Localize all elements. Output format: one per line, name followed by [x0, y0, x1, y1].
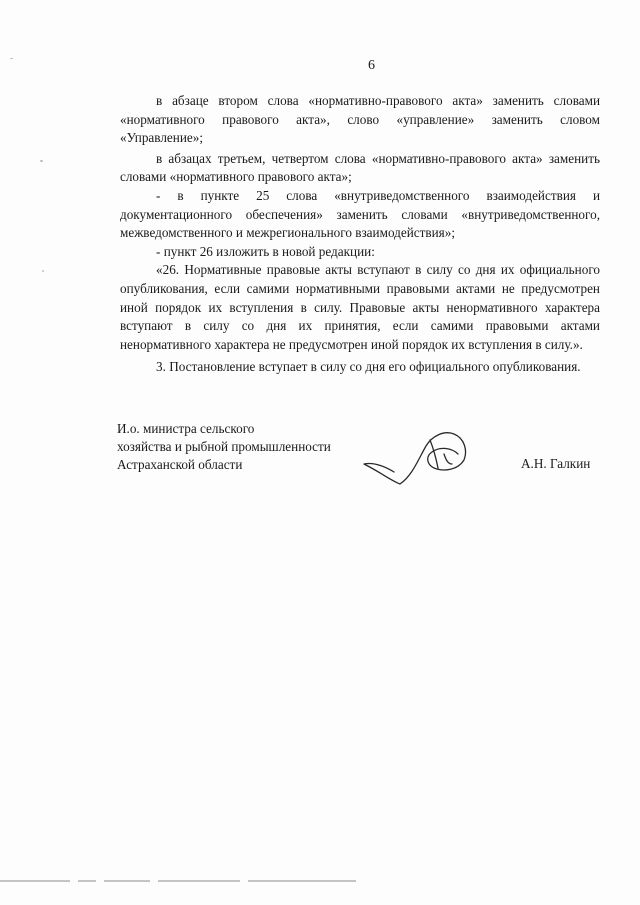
paragraph-4: - пункт 26 изложить в новой редакции:	[156, 243, 375, 259]
signatory-title	[117, 420, 331, 474]
paragraph-5-quote: «26. Нормативные правовые акты вступают в силу со дня их официального опубликования, если самими нормативными правовыми актами не предусмотрен иной порядок их вступления в силу. Правовые акты ненормативного характера вступают в силу со дня их принятия, если самими правовыми актами ненормативного характера не предусмотрен иной порядок их вступления в силу.».	[120, 262, 600, 352]
paragraph-1: в абзаце втором слова «нормативно-правового акта» заменить словами «нормативного правового акта», слово «управление» заменить словом «Управление»;	[120, 93, 600, 146]
scan-speck	[40, 160, 43, 162]
scan-speck	[42, 270, 44, 272]
scan-speck	[10, 58, 13, 59]
page-number: 6	[368, 58, 375, 73]
paragraph-2: в абзацах третьем, четвертом слова «нормативно-правового акта» заменить словами «нормативного правового акта»;	[120, 150, 600, 185]
signatory-title-line-2: хозяйства и рыбной промышленности	[117, 439, 331, 454]
scan-footer-marks	[0, 878, 360, 884]
signatory-name: А.Н. Галкин	[521, 456, 591, 471]
document-body	[120, 92, 600, 377]
paragraph-6: 3. Постановление вступает в силу со дня его официального опубликования.	[156, 359, 581, 375]
paragraph-3: - в пункте 25 слова «внутриведомственного взаимодействия и документационного обеспечения» заменить словами «внутриведомственного, межведомственного и межрегионального взаимодействия»;	[120, 187, 600, 241]
signatory-title-line-3: Астраханской области	[117, 457, 243, 472]
handwritten-signature	[360, 424, 472, 490]
signatory-title-line-1: И.о. министра сельского	[117, 421, 255, 436]
